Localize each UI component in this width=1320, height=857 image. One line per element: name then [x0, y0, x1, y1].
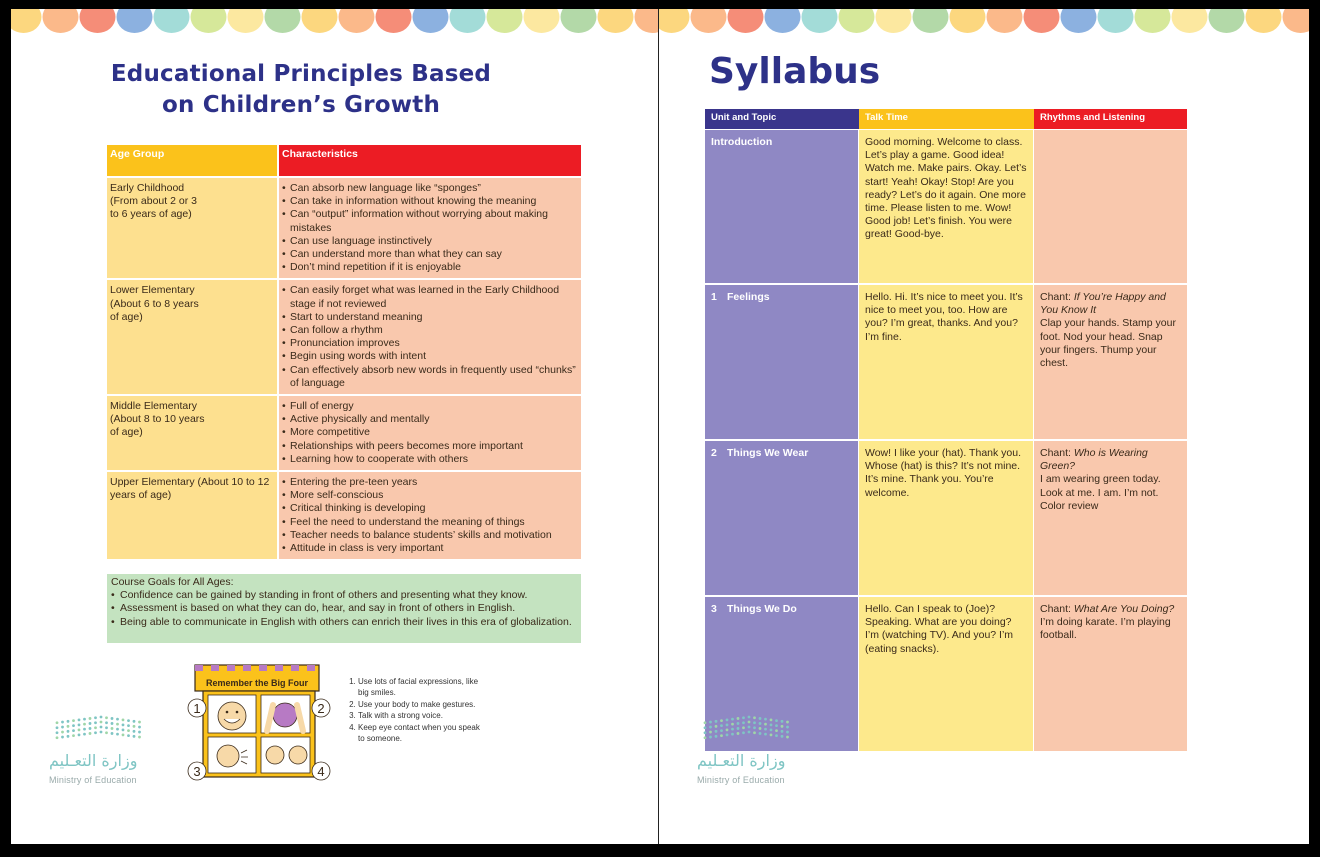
ministry-logo-english: Ministry of Education	[697, 775, 785, 785]
svg-text:2: 2	[317, 701, 325, 716]
tip-item: 4. Keep eye contact when you speak to someone.	[358, 722, 486, 745]
rhythm-cell	[1034, 130, 1187, 285]
syllabus-row	[705, 130, 1187, 285]
list-item: • Pronunciation improves	[282, 337, 578, 350]
header-talk-time: Talk Time	[859, 109, 1034, 130]
header-characteristics: Characteristics	[279, 145, 581, 176]
list-item: • More self-conscious	[282, 489, 578, 502]
syllabus-header-row	[705, 109, 1187, 130]
title-line-1: Educational Principles Based	[110, 61, 492, 87]
gesture-figure-icon	[273, 703, 297, 727]
scallop	[1246, 9, 1282, 33]
scallop	[765, 9, 801, 33]
scallop	[1024, 9, 1060, 33]
list-item: • Can follow a rhythm	[282, 324, 578, 337]
scallop	[80, 9, 116, 33]
scallop	[339, 9, 375, 33]
list-item: • Full of energy	[282, 400, 578, 413]
header-age-group: Age Group	[107, 145, 277, 176]
table-row	[107, 396, 581, 470]
big-four-tips	[346, 676, 486, 744]
page-title	[71, 59, 531, 121]
list-item: • More competitive	[282, 426, 578, 439]
book-spread	[11, 9, 1309, 844]
course-goals-list	[111, 589, 577, 629]
header-unit-topic: Unit and Topic	[705, 109, 859, 130]
svg-text:1: 1	[193, 701, 201, 716]
characteristics-list	[282, 182, 578, 274]
unit-topic: Feelings	[727, 291, 770, 303]
list-item: • Active physically and mentally	[282, 413, 578, 426]
unit-number: 3	[711, 603, 717, 615]
scallop	[487, 9, 523, 33]
unit-number: 1	[711, 291, 717, 303]
scallop	[191, 9, 227, 33]
rhythm-cell	[1034, 597, 1187, 753]
characteristics-cell	[279, 178, 581, 278]
scallop	[1098, 9, 1134, 33]
age-group-cell: Middle Elementary (About 8 to 10 years of age)	[107, 396, 277, 470]
scallop	[228, 9, 264, 33]
logo-dots-icon	[697, 709, 797, 749]
scallop	[876, 9, 912, 33]
list-item: • Learning how to cooperate with others	[282, 453, 578, 466]
list-item: • Teacher needs to balance students’ skills and motivation	[282, 529, 578, 542]
ministry-logo	[697, 709, 857, 809]
course-goals-heading: Course Goals for All Ages:	[111, 576, 234, 588]
scallop	[635, 9, 659, 33]
scallop	[1061, 9, 1097, 33]
characteristics-list	[282, 476, 578, 555]
scallop	[659, 9, 690, 33]
rhythm-cell	[1034, 441, 1187, 597]
list-item: • Can absorb new language like “sponges”	[282, 182, 578, 195]
chant-label: Chant:	[1040, 447, 1074, 459]
table-row	[107, 280, 581, 394]
table-row	[107, 178, 581, 278]
list-item: • Assessment is based on what they can do, hear, and say in front of others in English.	[111, 602, 577, 615]
list-item: • Being able to communicate in English with others can enrich their lives in this era of globalization.	[111, 616, 577, 629]
svg-text:4: 4	[317, 764, 325, 779]
course-goals-box	[107, 574, 581, 643]
logo-dots-icon	[49, 709, 149, 749]
scallop	[11, 9, 42, 33]
scallop	[598, 9, 634, 33]
scallop	[413, 9, 449, 33]
scallop	[450, 9, 486, 33]
scallop	[561, 9, 597, 33]
characteristics-cell	[279, 396, 581, 470]
talk-time-cell: Wow! I like your (hat). Thank you. Whose (hat) is this? It’s not mine. It’s mine. Thank you. You’re welcome.	[859, 441, 1034, 597]
syllabus-row	[705, 441, 1187, 597]
unit-cell	[705, 441, 859, 597]
scallop	[154, 9, 190, 33]
list-item: • Relationships with peers becomes more important	[282, 440, 578, 453]
eye-contact-face-right-icon	[289, 746, 307, 764]
list-item: • Can use language instinctively	[282, 235, 578, 248]
scallop	[117, 9, 153, 33]
scallop	[524, 9, 560, 33]
scallop	[691, 9, 727, 33]
talk-time-cell: Good morning. Welcome to class. Let’s play a game. Good idea! Watch me. Make pairs. Okay. Let’s start! Yeah! Okay! Stop! Are you ready? Let’s do it again. One more time. Please listen to me. Wow! Good job! Let’s finish. You were great! Good-bye.	[859, 130, 1034, 285]
syllabus-table	[705, 109, 1187, 753]
chant-label: Chant:	[1040, 291, 1074, 303]
list-item: • Feel the need to understand the meaning of things	[282, 516, 578, 529]
scallop	[950, 9, 986, 33]
list-item: • Attitude in class is very important	[282, 542, 578, 555]
unit-cell	[705, 285, 859, 441]
list-item: • Critical thinking is developing	[282, 502, 578, 515]
scallop	[376, 9, 412, 33]
right-page	[659, 9, 1309, 844]
chant-label: Chant:	[1040, 603, 1074, 615]
scallop	[1172, 9, 1208, 33]
syllabus-title: Syllabus	[709, 51, 881, 92]
unit-topic: Things We Wear	[727, 447, 809, 459]
table-row	[107, 472, 581, 559]
title-line-2: on Children’s Growth	[161, 92, 441, 118]
characteristics-list	[282, 284, 578, 390]
scallop	[1135, 9, 1171, 33]
talk-time-cell: Hello. Can I speak to (Joe)? Speaking. What are you doing? I’m (watching TV). And you? I’m (eating snacks).	[859, 597, 1034, 753]
unit-topic: Things We Do	[727, 603, 797, 615]
header-rhythms-listening: Rhythms and Listening	[1034, 109, 1187, 130]
scallop	[987, 9, 1023, 33]
scallop-border	[659, 9, 1309, 35]
table-header-row	[107, 145, 581, 176]
scallop	[1209, 9, 1245, 33]
list-item: • Entering the pre-teen years	[282, 476, 578, 489]
scallop	[1283, 9, 1310, 33]
list-item: • Begin using words with intent	[282, 350, 578, 363]
ministry-logo-english: Ministry of Education	[49, 775, 137, 785]
rhythm-text: I’m doing karate. I’m playing football.	[1040, 616, 1171, 642]
unit-cell	[705, 130, 859, 285]
scallop	[265, 9, 301, 33]
rhythm-text: Clap your hands. Stamp your foot. Nod your head. Snap your fingers. Thump your chest.	[1040, 317, 1176, 370]
tip-item: 2. Use your body to make gestures.	[358, 699, 486, 710]
tips-list	[346, 676, 486, 744]
chant-title: Who is Wearing Green?	[1040, 447, 1148, 473]
scallop	[913, 9, 949, 33]
list-item: • Can take in information without knowing the meaning	[282, 195, 578, 208]
list-item: • Start to understand meaning	[282, 311, 578, 324]
characteristics-list	[282, 400, 578, 466]
scallop	[43, 9, 79, 33]
list-item: • Don’t mind repetition if it is enjoyable	[282, 261, 578, 274]
chant-title: If You’re Happy and You Know It	[1040, 291, 1166, 317]
tip-item: 3. Talk with a strong voice.	[358, 710, 486, 721]
scallop-border	[11, 9, 658, 35]
smiling-face-icon	[218, 702, 246, 730]
left-page	[11, 9, 658, 844]
unit-number: 2	[711, 447, 717, 459]
rhythm-cell	[1034, 285, 1187, 441]
unit-topic: Introduction	[711, 136, 773, 148]
scallop	[728, 9, 764, 33]
talk-time-cell: Hello. Hi. It’s nice to meet you. It’s nice to meet you, too. How are you? I’m great, thanks. And you? I’m fine.	[859, 285, 1034, 441]
scallop	[802, 9, 838, 33]
scallop	[839, 9, 875, 33]
age-group-cell: Upper Elementary (About 10 to 12 years of age)	[107, 472, 277, 559]
list-item: • Can effectively absorb new words in frequently used “chunks” of language	[282, 364, 578, 390]
shouting-face-icon	[217, 745, 239, 767]
characteristics-cell	[279, 280, 581, 394]
list-item: • Confidence can be gained by standing in front of others and presenting what they know.	[111, 589, 577, 602]
age-group-cell: Lower Elementary (About 6 to 8 years of age)	[107, 280, 277, 394]
list-item: • Can understand more than what they can say	[282, 248, 578, 261]
syllabus-row	[705, 285, 1187, 441]
big-four-banner: Remember the Big Four	[205, 678, 309, 688]
ministry-logo-arabic: وزارة التعـليم	[49, 751, 138, 770]
age-group-table	[105, 143, 583, 561]
list-item: • Can easily forget what was learned in the Early Childhood stage if not reviewed	[282, 284, 578, 310]
characteristics-cell	[279, 472, 581, 559]
rhythm-text: I am wearing green today. Look at me. I am. I’m not. Color review	[1040, 473, 1161, 512]
eye-contact-face-left-icon	[266, 746, 284, 764]
scallop	[302, 9, 338, 33]
age-group-cell: Early Childhood (From about 2 or 3 to 6 years of age)	[107, 178, 277, 278]
list-item: • Can “output” information without worrying about making mistakes	[282, 208, 578, 234]
svg-text:3: 3	[193, 764, 201, 779]
ministry-logo	[49, 709, 209, 809]
tip-item: 1. Use lots of facial expressions, like big smiles.	[358, 676, 486, 699]
chant-title: What Are You Doing?	[1073, 603, 1175, 615]
ministry-logo-arabic: وزارة التعـليم	[697, 751, 786, 770]
